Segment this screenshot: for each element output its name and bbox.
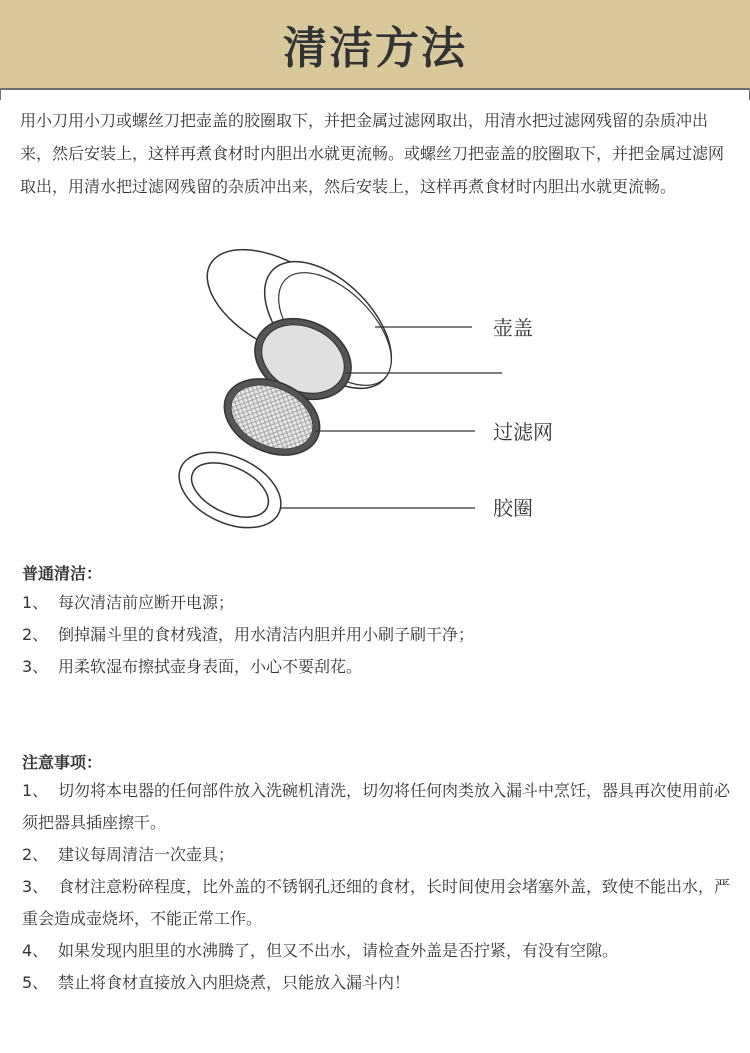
list-item-number: 2、 xyxy=(22,845,49,864)
header-banner xyxy=(0,0,750,90)
list-item-number: 2、 xyxy=(22,625,49,644)
list-item-text: 建议每周清洁一次壶具； xyxy=(58,845,235,864)
list-item-text: 倒掉漏斗里的食材残渣，用水清洁内胆并用小刷子刷干净； xyxy=(58,625,475,644)
list-item xyxy=(22,587,732,619)
list-item xyxy=(22,775,732,839)
list-item-number: 1、 xyxy=(22,781,49,800)
list-item-text: 食材注意粉碎程度，比外盖的不锈钢孔还细的食材，长时间使用会堵塞外盖，致使不能出水，严重会造成壶烧坏，不能正常工作。 xyxy=(22,877,731,928)
notes-list xyxy=(22,775,732,999)
cleaning-list xyxy=(22,587,732,683)
list-item-number: 1、 xyxy=(22,593,49,612)
page-title: 清洁方法 xyxy=(283,23,467,74)
list-item xyxy=(22,651,732,683)
label-gasket: 胶圈 xyxy=(493,496,533,520)
lid-parts-diagram xyxy=(160,245,580,535)
list-item-text: 禁止将食材直接放入内胆烧煮，只能放入漏斗内！ xyxy=(58,973,411,992)
left-divider xyxy=(0,90,1,100)
cleaning-title: 普通清洁： xyxy=(22,564,103,583)
list-item-text: 如果发现内胆里的水沸腾了，但又不出水，请检查外盖是否拧紧，有没有空隙。 xyxy=(58,941,619,960)
list-item xyxy=(22,935,732,967)
list-item-text: 用柔软湿布擦拭壶身表面，小心不要刮花。 xyxy=(58,657,363,676)
notes-title: 注意事项： xyxy=(22,753,103,772)
list-item xyxy=(22,871,732,935)
list-item xyxy=(22,619,732,651)
list-item-text: 每次清洁前应断开电源； xyxy=(58,593,235,612)
label-filter: 过滤网 xyxy=(493,420,553,444)
list-item-number: 3、 xyxy=(22,877,49,896)
lid-illustration xyxy=(189,245,414,415)
intro-paragraph: 用小刀用小刀或螺丝刀把壶盖的胶圈取下，并把金属过滤网取出，用清水把过滤网残留的杂质冲出来，然后安装上，这样再煮食材时内胆出水就更流畅。或螺丝刀把壶盖的胶圈取下，并把金属过滤网取出，用清水把过滤网残留的杂质冲出来，然后安装上，这样再煮食材时内胆出水就更流畅。 xyxy=(20,111,725,196)
list-item-text: 切勿将本电器的任何部件放入洗碗机清洗，切勿将任何肉类放入漏斗中烹饪，器具再次使用前必须把器具插座擦干。 xyxy=(22,781,731,832)
list-item xyxy=(22,967,732,999)
label-lid: 壶盖 xyxy=(493,316,533,340)
list-item xyxy=(22,839,732,871)
list-item-number: 4、 xyxy=(22,941,49,960)
list-item-number: 3、 xyxy=(22,657,49,676)
list-item-number: 5、 xyxy=(22,973,49,992)
